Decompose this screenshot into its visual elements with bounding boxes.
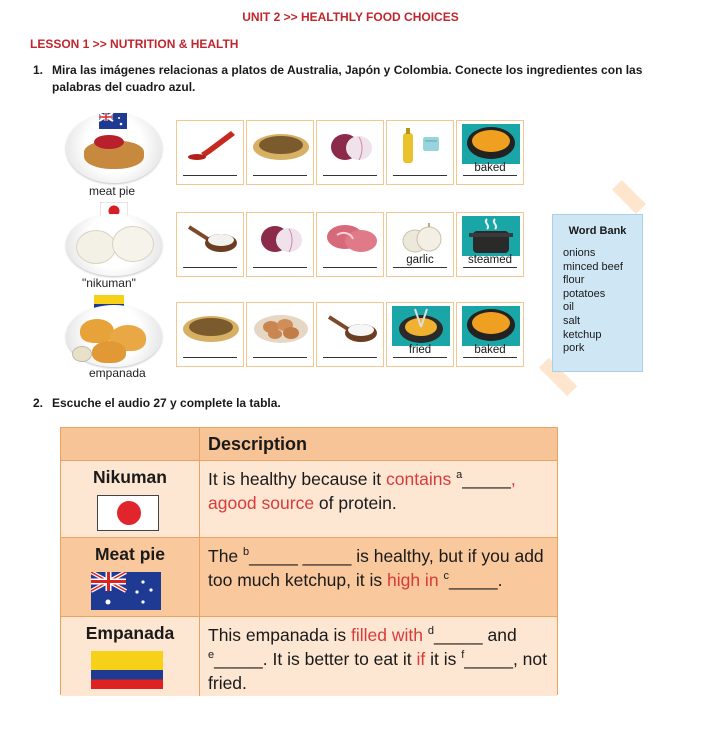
ingredient-cell [246, 302, 314, 367]
ingredient-cell [176, 212, 244, 277]
highlight-text: filled with [351, 625, 423, 645]
ingredient-cell [316, 120, 384, 185]
salt-icon [323, 309, 379, 345]
row-description [199, 617, 557, 696]
garlic-icon [397, 219, 445, 255]
unit-title: UNIT 2 >> HEALTHLY FOOD CHOICES [242, 10, 459, 24]
row-name: Meat pie [94, 544, 166, 564]
highlight-text: if [416, 649, 426, 669]
description-text: and [482, 625, 517, 645]
description-text: The [208, 546, 244, 566]
ketchup-icon [185, 127, 237, 161]
answer-line[interactable]: garlic [393, 253, 447, 268]
description-text: is healthy, but if you add too much ketchup, it is [208, 546, 544, 590]
nikuman-image [66, 214, 162, 276]
minced-beef-icon [251, 127, 311, 163]
answer-line[interactable] [393, 161, 447, 176]
fill-blank[interactable]: _____ [448, 570, 498, 590]
dish-label: meat pie [89, 184, 136, 198]
onion-icon [257, 219, 305, 255]
question-text: Mira las imágenes relacionas a platos de Australia, Japón y Colombia. Conecte los ingredientes con las palabras del cuadro azul. [52, 63, 643, 94]
ingredient-cell [176, 120, 244, 185]
answer-line[interactable] [183, 343, 237, 358]
fill-blank[interactable]: _____ [433, 625, 483, 645]
table-corner [61, 428, 199, 460]
answer-line[interactable] [183, 161, 237, 176]
tape-decoration [612, 180, 646, 214]
ingredient-cell [316, 212, 384, 277]
ingredient-cell [386, 120, 454, 185]
word-bank-title: Word Bank [568, 225, 627, 237]
answer-line[interactable]: baked [463, 161, 517, 176]
ingredient-cell [386, 302, 454, 367]
australia-flag-icon [91, 572, 161, 610]
word-bank-item: ketchup [563, 328, 602, 341]
word-bank [552, 214, 643, 372]
ingredient-cell [386, 212, 454, 277]
oven-dish-icon [461, 305, 521, 347]
oil-icon [397, 125, 445, 165]
ingredient-cell [316, 302, 384, 367]
ingredient-cell [456, 302, 524, 367]
word-bank-item: potatoes [563, 287, 606, 300]
potatoes-icon [251, 311, 311, 345]
blank-letter: f [461, 649, 465, 662]
table-row [61, 537, 557, 617]
ingredient-cell [246, 212, 314, 277]
ingredient-cell [456, 120, 524, 185]
answer-line[interactable]: steamed [463, 253, 517, 268]
australia-flag-icon [99, 113, 127, 129]
dish-label: "nikuman" [82, 276, 136, 290]
pork-icon [323, 219, 379, 255]
blank-letter: c [443, 570, 449, 583]
answer-line[interactable]: fried [393, 343, 447, 358]
description-text: of protein. [314, 493, 397, 513]
description-text: It is healthy because it [208, 469, 387, 489]
answer-line[interactable] [323, 253, 377, 268]
lesson-title: LESSON 1 >> NUTRITION & HEALTH [30, 37, 239, 51]
word-bank-item: flour [563, 274, 585, 287]
description-text: , not fried. [208, 649, 548, 693]
dish-label: empanada [89, 366, 146, 380]
highlight-text: contains [386, 469, 452, 489]
highlight-text: good source [217, 493, 315, 513]
fill-blank[interactable]: _____ _____ [249, 546, 352, 566]
answer-line[interactable] [253, 343, 307, 358]
question-1 [33, 62, 672, 96]
description-text: This empanada is [208, 625, 351, 645]
colombia-flag-icon [91, 651, 163, 689]
description-table [60, 427, 558, 695]
blank-letter: b [243, 546, 250, 559]
flour-icon [183, 219, 239, 255]
answer-line[interactable] [323, 343, 377, 358]
row-description [199, 538, 557, 617]
question-text: Escuche el audio 27 y complete la tabla. [52, 396, 281, 410]
word-bank-item: onions [563, 247, 596, 259]
question-number: 2. [33, 396, 44, 410]
description-text: . [497, 570, 503, 590]
ingredient-cell [246, 120, 314, 185]
answer-line[interactable] [183, 253, 237, 268]
answer-line[interactable] [253, 161, 307, 176]
table-row [61, 460, 557, 538]
blank-letter: e [208, 649, 215, 662]
onion-icon [327, 127, 375, 163]
row-description [199, 461, 557, 538]
row-name: Nikuman [93, 467, 167, 487]
question-number: 1. [33, 63, 44, 77]
fill-blank[interactable]: _____ [462, 469, 511, 489]
highlight-text: high in [386, 570, 439, 590]
description-text: . It is better to eat it [262, 649, 417, 669]
blank-letter: a [456, 469, 463, 482]
table-row [61, 616, 557, 696]
question-2 [33, 395, 281, 412]
oven-dish-icon [461, 123, 521, 165]
highlight-text: , a [208, 469, 516, 513]
word-bank-item: minced beef [563, 260, 623, 273]
blank-letter: d [427, 625, 434, 638]
word-bank-item: salt [563, 315, 581, 327]
table-header: Description [199, 428, 557, 460]
sauce-bowl-icon [72, 346, 92, 362]
answer-line[interactable] [323, 161, 377, 176]
ingredient-cell [176, 302, 244, 367]
description-text: it is [425, 649, 462, 669]
word-bank-item: oil [563, 301, 575, 314]
minced-beef-icon [181, 309, 241, 345]
ingredient-cell [456, 212, 524, 277]
answer-line[interactable] [253, 253, 307, 268]
answer-line[interactable]: baked [463, 343, 517, 358]
fryer-icon [391, 305, 451, 347]
fill-blank[interactable]: _____ [214, 649, 263, 669]
fill-blank[interactable]: _____ [464, 649, 513, 669]
steamer-pot-icon [461, 215, 521, 257]
japan-flag-icon [97, 495, 159, 531]
word-bank-item: pork [563, 342, 585, 355]
row-name: Empanada [85, 623, 175, 643]
